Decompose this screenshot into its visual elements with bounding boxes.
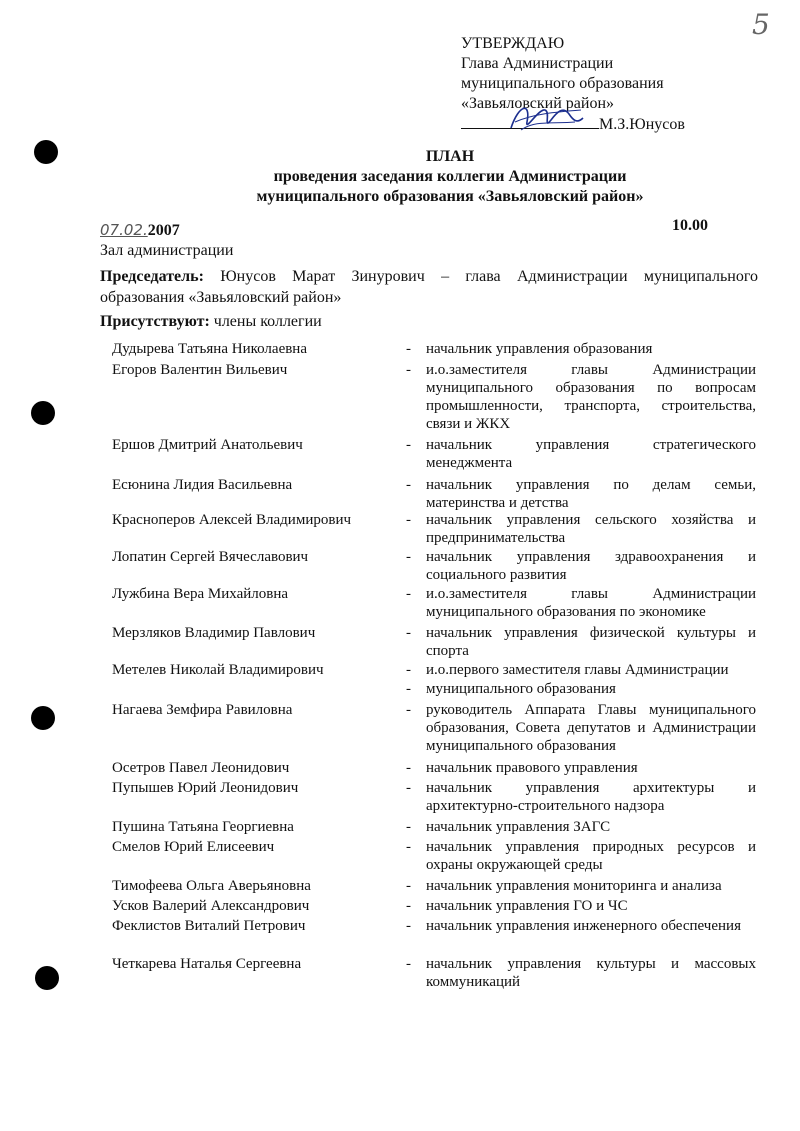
member-dash: - [406, 681, 411, 697]
member-position: начальник управления природных ресурсов и охраны окружающей среды [426, 839, 756, 873]
member-name: Дудырева Татьяна Николаевна [112, 341, 307, 357]
member-name: Пушина Татьяна Георгиевна [112, 819, 294, 835]
member-position: начальник управления ЗАГС [426, 819, 611, 835]
member-position: начальник управления здравоохранения и социального развития [426, 549, 756, 583]
member-dash: - [406, 512, 411, 528]
member-name: Есюнина Лидия Васильевна [112, 477, 293, 493]
member-name: Феклистов Виталий Петрович [112, 918, 306, 934]
signature-image [505, 100, 585, 136]
member-position: начальник управления стратегического менеджмента [426, 437, 756, 471]
member-position: начальник управления по делам семьи, материнства и детства [426, 477, 756, 511]
member-position: начальник управления культуры и массовых коммуникаций [426, 956, 756, 990]
member-name: Четкарева Наталья Сергеевна [112, 956, 302, 972]
approval-signer: М.З.Юнусов [599, 116, 685, 133]
member-dash: - [406, 760, 411, 776]
punch-hole-3 [31, 706, 55, 730]
member-dash: - [406, 341, 411, 357]
approval-line-4: «Завьяловский район» [461, 95, 614, 112]
title-heading: ПЛАН [425, 148, 475, 165]
present-text: члены коллегии [213, 313, 322, 330]
member-name: Мерзляков Владимир Павлович [112, 625, 316, 641]
member-dash: - [406, 702, 411, 718]
chairman-text: Юнусов Марат Зинурович – глава Администрации муниципального образования «Завьяловский район» [100, 268, 759, 306]
member-position: начальник управления мониторинга и анализа [426, 878, 722, 894]
member-name: Лужбина Вера Михайловна [112, 586, 289, 602]
member-dash: - [406, 898, 411, 914]
member-position: муниципального образования [426, 681, 616, 697]
member-dash: - [406, 586, 411, 602]
present-label: Присутствуют: [100, 313, 210, 330]
member-position: начальник управления сельского хозяйства и предпринимательства [426, 512, 756, 546]
member-position: начальник правового управления [426, 760, 638, 776]
title-line-1: проведения заседания коллегии Администрации [273, 168, 627, 185]
member-name: Ершов Дмитрий Анатольевич [112, 437, 303, 453]
member-position: начальник управления архитектуры и архитектурно-строительного надзора [426, 780, 756, 814]
member-dash: - [406, 477, 411, 493]
member-position: начальник управления физической культуры и спорта [426, 625, 756, 659]
date-handwritten: 07.02. [100, 221, 148, 239]
member-position: начальник управления инженерного обеспечения [426, 918, 741, 934]
page-number: 5 [752, 8, 770, 41]
chairman-label: Председатель: [100, 268, 204, 285]
member-dash: - [406, 878, 411, 894]
member-name: Метелев Николай Владимирович [112, 662, 324, 678]
member-dash: - [406, 362, 411, 378]
title-line-2: муниципального образования «Завьяловский район» [256, 188, 644, 205]
member-position: начальник управления ГО и ЧС [426, 898, 628, 914]
document-title [200, 147, 700, 207]
meeting-date [100, 221, 180, 240]
member-name: Нагаева Земфира Равиловна [112, 702, 293, 718]
present-line [100, 313, 322, 331]
approval-line-3: муниципального образования [461, 75, 664, 92]
member-dash: - [406, 437, 411, 453]
member-dash: - [406, 839, 411, 855]
member-name: Усков Валерий Александрович [112, 898, 310, 914]
chairman-paragraph [100, 266, 758, 308]
member-dash: - [406, 780, 411, 796]
member-dash: - [406, 819, 411, 835]
member-dash: - [406, 625, 411, 641]
member-position: и.о.первого заместителя главы Администрации [426, 662, 729, 678]
member-dash: - [406, 956, 411, 972]
member-position: руководитель Аппарата Главы муниципального образования, Совета депутатов и Администрации муниципального образования [426, 702, 756, 754]
member-dash: - [406, 662, 411, 678]
member-name: Егоров Валентин Вильевич [112, 362, 288, 378]
approval-line-2: Глава Администрации [461, 55, 614, 72]
member-name: Осетров Павел Леонидович [112, 760, 290, 776]
member-position: и.о.заместителя главы Администрации муниципального образования по вопросам промышленности, транспорта, строительства, связи и ЖКХ [426, 362, 756, 432]
date-year: 2007 [147, 222, 180, 239]
punch-hole-2 [31, 401, 55, 425]
member-position: начальник управления образования [426, 341, 653, 357]
member-dash: - [406, 918, 411, 934]
member-name: Пупышев Юрий Леонидович [112, 780, 299, 796]
member-name: Смелов Юрий Елисеевич [112, 839, 275, 855]
member-name: Тимофеева Ольга Аверьяновна [112, 878, 311, 894]
meeting-place: Зал администрации [100, 242, 234, 259]
punch-hole-1 [34, 140, 58, 164]
member-position: и.о.заместителя главы Администрации муниципального образования по экономике [426, 586, 756, 620]
member-dash: - [406, 549, 411, 565]
member-name: Красноперов Алексей Владимирович [112, 512, 352, 528]
meeting-time: 10.00 [672, 217, 708, 234]
punch-hole-4 [35, 966, 59, 990]
approval-heading: УТВЕРЖДАЮ [461, 35, 565, 52]
member-name: Лопатин Сергей Вячеславович [112, 549, 309, 565]
